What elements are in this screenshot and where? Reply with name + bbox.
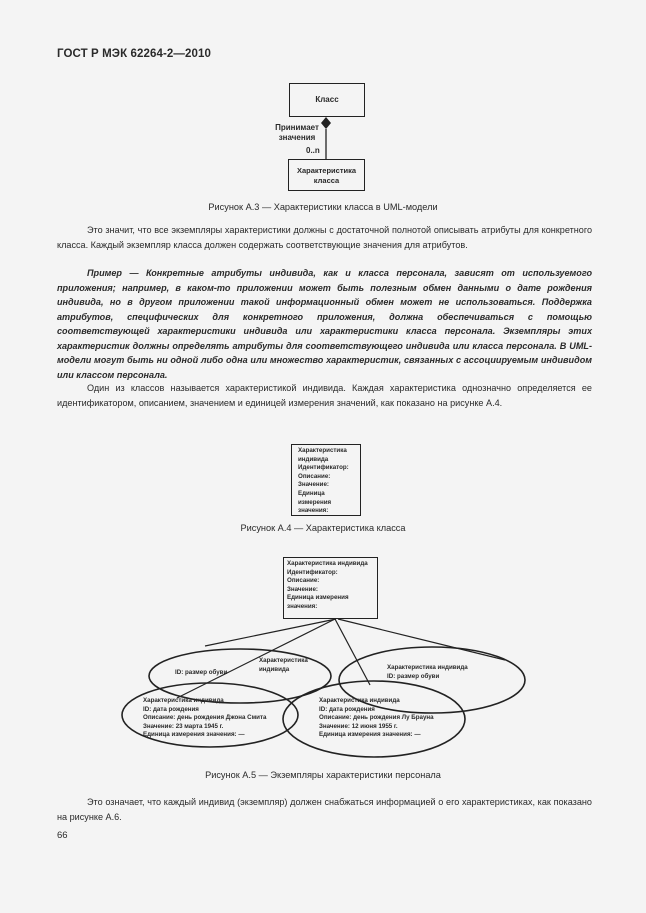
figure-a4-caption: Рисунок А.4 — Характеристика класса	[240, 523, 406, 533]
attr-line: значения:	[298, 507, 329, 515]
association-label-line-2: значения	[278, 133, 316, 142]
attr-line: Характеристика	[298, 447, 347, 454]
paragraph-4: Это означает, что каждый индивид (экземпляр) должен снабжаться информацией о его характеристиках, как показано на рисунке А.6.	[57, 797, 592, 822]
figure-a5-caption: Рисунок А.5 — Экземпляры характеристики персонала	[205, 770, 441, 780]
instance-line: Характеристика индивида	[143, 697, 224, 704]
figure-a3-caption: Рисунок А.3 — Характеристики класса в UML-модели	[208, 202, 438, 212]
instance-line: Описание: день рождения Лу Брауна	[319, 714, 434, 722]
attr-line: Единица измерения	[287, 594, 349, 602]
attr-line: Идентификатор:	[287, 568, 338, 576]
title-line: индивида	[259, 665, 290, 673]
attr-line: значения:	[287, 602, 318, 610]
instance-line: Описание: день рождения Джона Смита	[143, 714, 267, 722]
left-instance-id: ID: размер обуви	[175, 669, 228, 676]
attr-line: Характеристика индивида	[287, 560, 368, 567]
title-line: Характеристика	[259, 657, 308, 664]
instance-line: Значение: 23 марта 1945 г.	[143, 722, 224, 730]
characteristic-label-line-1: Характеристика	[296, 166, 357, 175]
right-instance-id: ID: размер обуви	[387, 673, 440, 680]
document-header: ГОСТ Р МЭК 62264-2—2010	[57, 48, 211, 60]
left-instance-title	[259, 657, 308, 674]
characteristic-label-line-2: класса	[313, 175, 340, 185]
instance-john-smith	[143, 697, 266, 740]
class-attributes	[287, 560, 368, 612]
individual-characteristic-class-box	[283, 557, 378, 619]
instance-line: Значение: 12 июня 1955 г.	[319, 722, 398, 730]
instance-line: Единица измерения значения: —	[319, 731, 421, 739]
example-paragraph: Пример — Конкретные атрибуты индивида, как и класса персонала, зависят от используемого приложения; например, в каком-то приложении может быть полезным обмен данными о дате рождения индивида, но в другом приложении такой информационный обмен может не использоваться. Поддержка атрибутов, специфических для конкретного приложения, должна обеспечиваться с помощью соответствующей характеристики индивида или характеристики класса персонала. Экземпляры этих характеристик должны определять атрибуты для соответствующего индивида или класса персонала. В UML-модели могут быть ни одной либо одна или множество характеристик, связанных с ассоциируемым индивидом или классом персонала.	[57, 268, 592, 380]
paragraph-1: Это значит, что все экземпляры характеристики должны с достаточной полнотой описывать атрибуты для конкретного класса. Каждый экземпляр класса должен содержать соответствующие значения для атрибутов.	[57, 225, 592, 250]
attr-line: Значение:	[298, 481, 329, 489]
attr-line: Значение:	[287, 585, 318, 593]
instance-line: Характеристика индивида	[319, 697, 400, 704]
instance-line: ID: дата рождения	[319, 705, 375, 713]
attr-line: измерения	[298, 498, 332, 506]
paragraph-3: Один из классов называется характеристикой индивида. Каждая характеристика однозначно определяется ее идентификатором, описанием, значением и единицей измерения значений, как показано на рисунке А.4.	[57, 383, 592, 408]
attr-line: индивида	[298, 455, 329, 463]
association-label-line-1: Принимает	[275, 123, 319, 132]
attr-line: Описание:	[287, 577, 320, 585]
instance-lou-brown	[319, 697, 434, 740]
page-number: 66	[57, 830, 68, 841]
instance-line: ID: дата рождения	[143, 705, 199, 713]
instance-line: Единица измерения значения: —	[143, 731, 245, 739]
attr-line: Идентификатор:	[298, 464, 349, 472]
attr-line: Описание:	[298, 472, 331, 480]
multiplicity-label: 0..n	[306, 146, 320, 155]
right-instance-title: Характеристика индивида	[387, 664, 468, 671]
class-box-label: Класс	[315, 95, 339, 104]
attr-line: Единица	[298, 489, 325, 497]
